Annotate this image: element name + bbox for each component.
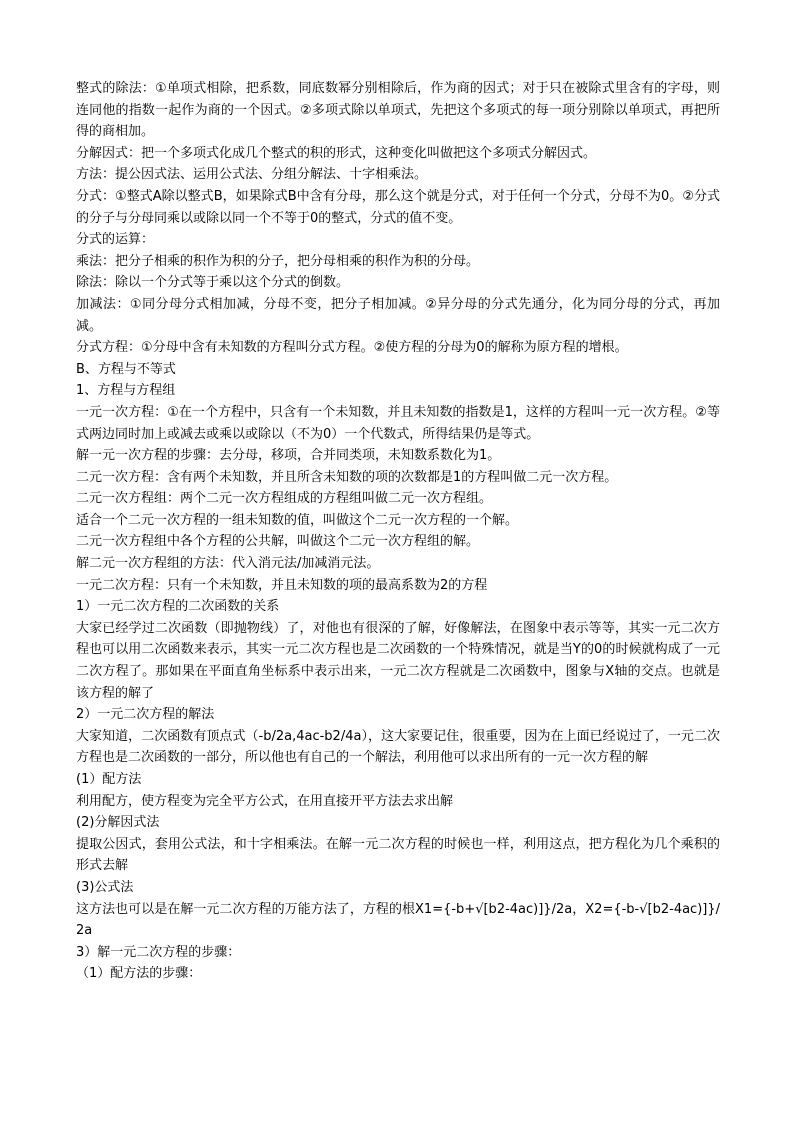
- paragraph-quadratic-function-relation: 大家已经学过二次函数（即抛物线）了，对他也有很深的了解，好像解法，在图象中表示等等，其实一元二次方程也可以用二次函数来表示，其实一元二次方程也是二次函数的一个特殊情况，就是当Y的0的时候就构成了一元二次方程了。那如果在平面直角坐标系中表示出来，一元二次方程就是二次函数中，图象与X轴的交点。也就是该方程的解了: [76, 620, 720, 701]
- subheading-completing-square: (1）配方法: [76, 772, 142, 787]
- subheading-solution-steps: 3）解一元二次方程的步骤：: [76, 944, 241, 960]
- paragraph-two-variable-equation: 二元一次方程：含有两个未知数，并且所含未知数的项的次数都是1的方程叫做二元一次方程。: [76, 469, 618, 485]
- paragraph-system-of-equations: 二元一次方程组：两个二元一次方程组成的方程组叫做二元一次方程组。: [76, 491, 493, 507]
- paragraph-elimination-methods: 解二元一次方程组的方法：代入消元法/加减消元法。: [76, 556, 380, 572]
- paragraph-quadratic-equation: 一元二次方程：只有一个未知数，并且未知数的项的最高系数为2的方程: [76, 577, 488, 593]
- paragraph-methods: 方法：提公因式法、运用公式法、分组分解法、十字相乘法。: [76, 167, 428, 183]
- paragraph-linear-steps: 解一元一次方程的步骤：去分母，移项，合并同类项，未知数系数化为1。: [76, 448, 501, 464]
- paragraph-linear-equation: 一元一次方程：①在一个方程中，只含有一个未知数，并且未知数的指数是1，这样的方程叫一元一次方程。②等式两边同时加上或减去或乘以或除以（不为0）一个代数式，所得结果仍是等式。: [76, 404, 720, 442]
- paragraph-fraction: 分式：①整式A除以整式B，如果除式B中含有分母，那么这个就是分式，对于任何一个分式，分母不为0。②分式的分子与分母同乘以或除以同一个不等于0的整式，分式的值不变。: [76, 188, 720, 226]
- paragraph-completing-square: 利用配方，使方程变为完全平方公式，在用直接开平方法去求出解: [76, 793, 454, 809]
- paragraph-factorization: 分解因式：把一个多项式化成几个整式的积的形式，这种变化叫做把这个多项式分解因式。: [76, 145, 597, 161]
- paragraph-division-fraction: 除法：除以一个分式等于乘以这个分式的倒数。: [76, 275, 350, 291]
- paragraph-quadratic-formula: 这方法也可以是在解一元二次方程的万能方法了，方程的根X1={-b+√[b2-4ac)]}/2a，X2={-b-√[b2-4ac)]}/2a: [76, 901, 720, 939]
- paragraph-fraction-operations: 分式的运算：: [76, 232, 155, 248]
- subheading-factoring: (2)分解因式法: [76, 815, 160, 831]
- paragraph-system-solution: 二元一次方程组中各个方程的公共解，叫做这个二元一次方程组的解。: [76, 534, 480, 550]
- document-body: [76, 78, 720, 985]
- paragraph-solution-definition: 适合一个二元一次方程的一组未知数的值，叫做这个二元一次方程的一个解。: [76, 512, 519, 528]
- subheading-completing-square-steps: （1）配方法的步骤：: [76, 966, 202, 982]
- paragraph-factoring: 提取公因式，套用公式法，和十字相乘法。在解一元二次方程的时候也一样，利用这点，把方程化为几个乘积的形式去解: [76, 836, 720, 874]
- paragraph-addition-subtraction: 加减法：①同分母分式相加减，分母不变，把分子相加减。②异分母的分式先通分，化为同分母的分式，再加减。: [76, 296, 720, 334]
- subheading-quadratic-function-relation: 1）一元二次方程的二次函数的关系: [76, 599, 280, 615]
- subheading-formula: (3)公式法: [76, 879, 134, 895]
- section-heading-equations: 1、方程与方程组: [76, 383, 176, 399]
- paragraph-multiplication: 乘法：把分子相乘的积作为积的分子，把分母相乘的积作为积的分母。: [76, 253, 480, 269]
- paragraph-vertex-form: 大家知道，二次函数有顶点式（-b/2a,4ac-b2/4a），这大家要记住，很重要，因为在上面已经说过了，一元二次方程也是二次函数的一部分，所以他也有自己的一个解法，利用他可以求出所有的一元一次方程的解: [76, 728, 720, 766]
- paragraph-fractional-equation: 分式方程：①分母中含有未知数的方程叫分式方程。②使方程的分母为0的解称为原方程的增根。: [76, 340, 628, 356]
- section-heading-equations-inequalities: B、方程与不等式: [76, 361, 176, 377]
- paragraph-division: 整式的除法：①单项式相除，把系数，同底数幂分别相除后，作为商的因式；对于只在被除式里含有的字母，则连同他的指数一起作为商的一个因式。②多项式除以单项式，先把这个多项式的每一项分别除以单项式，再把所得的商相加。: [76, 81, 720, 140]
- subheading-quadratic-solutions: 2）一元二次方程的解法: [76, 707, 215, 723]
